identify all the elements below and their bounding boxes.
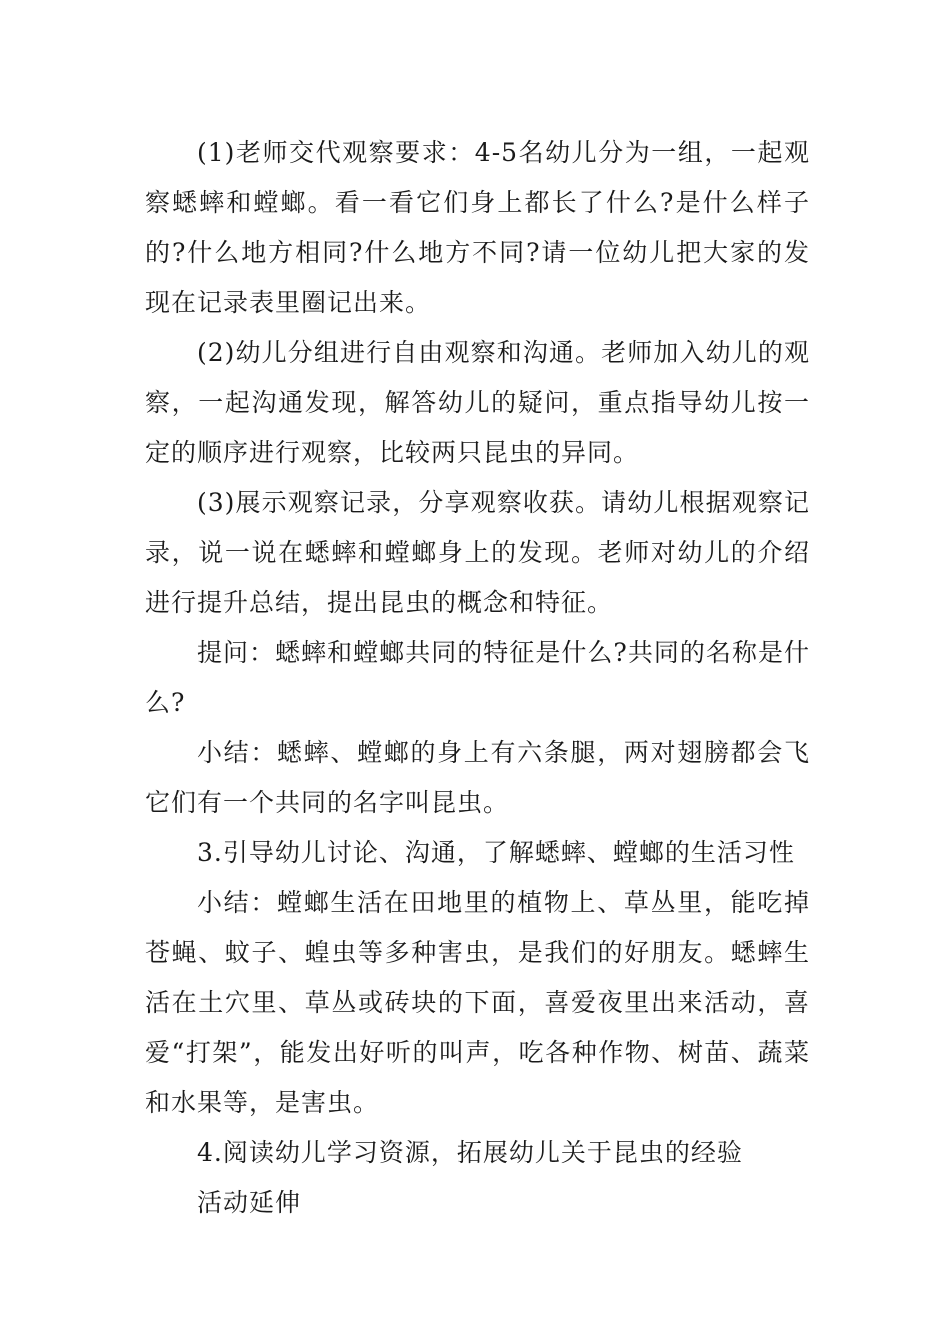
paragraph-question: 提问：蟋蟀和螳螂共同的特征是什么?共同的名称是什么? (145, 638, 810, 717)
document-body (145, 128, 810, 1228)
paragraph-share-records: (3)展示观察记录，分享观察收获。请幼儿根据观察记录，说一说在蟋蟀和螳螂身上的发现。老师对幼儿的介绍进行提升总结，提出昆虫的概念和特征。 (145, 488, 810, 617)
paragraph-summary-habits: 小结：螳螂生活在田地里的植物上、草丛里，能吃掉苍蝇、蚊子、蝗虫等多种害虫，是我们的好朋友。蟋蟀生活在土穴里、草丛或砖块的下面，喜爱夜里出来活动，喜爱“打架”，能发出好听的叫声，吃各种作物、树苗、蔬菜和水果等，是害虫。 (145, 888, 810, 1117)
paragraph-observation-requirements: (1)老师交代观察要求：4-5名幼儿分为一组，一起观察蟋蟀和螳螂。看一看它们身上都长了什么?是什么样子的?什么地方相同?什么地方不同?请一位幼儿把大家的发现在记录表里圈记出来。 (145, 138, 810, 317)
paragraph-step-3: 3.引导幼儿讨论、沟通，了解蟋蟀、螳螂的生活习性 (197, 838, 795, 867)
paragraph-activity-extension: 活动延伸 (197, 1188, 302, 1217)
paragraph-group-observation: (2)幼儿分组进行自由观察和沟通。老师加入幼儿的观察，一起沟通发现，解答幼儿的疑问，重点指导幼儿按一定的顺序进行观察，比较两只昆虫的异同。 (145, 338, 810, 467)
paragraph-summary-insects: 小结：蟋蟀、螳螂的身上有六条腿，两对翅膀都会飞它们有一个共同的名字叫昆虫。 (145, 738, 810, 817)
paragraph-step-4: 4.阅读幼儿学习资源，拓展幼儿关于昆虫的经验 (197, 1138, 743, 1167)
